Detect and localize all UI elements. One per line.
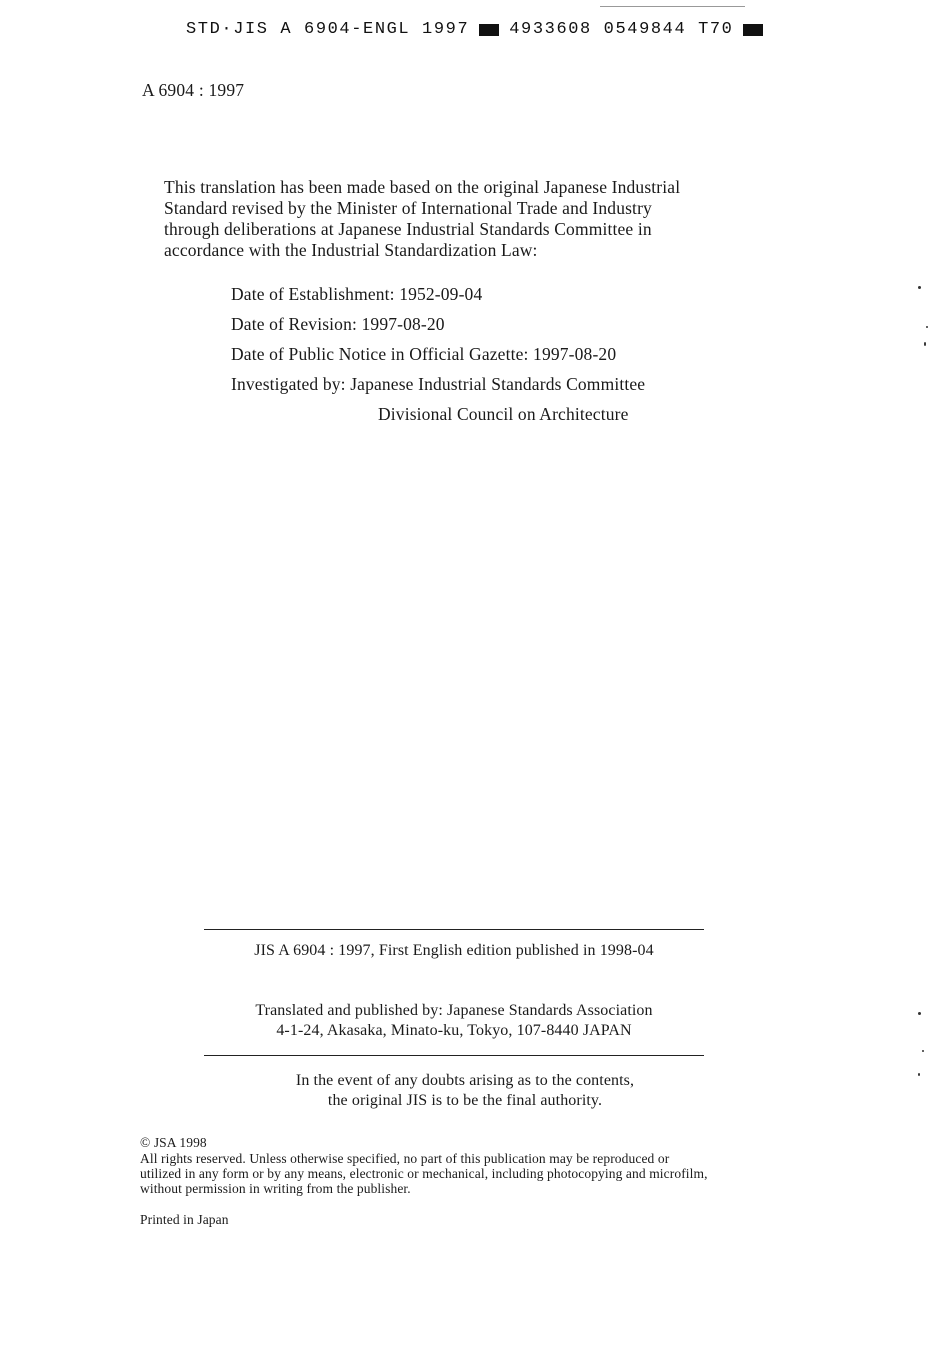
rights-line: utilized in any form or by any means, electronic or mechanical, including photocopying and microfilm, — [140, 1166, 708, 1181]
rights-line: without permission in writing from the publisher. — [140, 1181, 411, 1196]
divider-top — [204, 929, 704, 930]
translated-by: Translated and published by: Japanese Standards Association — [255, 1002, 653, 1019]
divisional-council: Divisional Council on Architecture — [378, 404, 629, 424]
stamp-block-icon — [743, 24, 763, 36]
intro-line: accordance with the Industrial Standardization Law: — [164, 240, 538, 260]
header-stamp-mid: 4933608 0549844 T70 — [509, 20, 734, 39]
copyright-notice: © JSA 1998 — [140, 1135, 207, 1150]
publisher-address: 4-1-24, Akasaka, Minato-ku, Tokyo, 107-8440 JAPAN — [276, 1022, 632, 1039]
divider-bottom — [204, 1055, 704, 1056]
scan-top-rule — [600, 6, 745, 7]
date-of-public-notice: Date of Public Notice in Official Gazette: 1997-08-20 — [231, 344, 617, 364]
intro-line: This translation has been made based on the original Japanese Industrial — [164, 177, 681, 197]
printed-in: Printed in Japan — [140, 1212, 229, 1227]
stamp-block-icon — [479, 24, 499, 36]
scan-speck — [918, 1073, 920, 1076]
scan-speck — [918, 1012, 921, 1015]
authority-note-line-1: In the event of any doubts arising as to the contents, — [295, 1072, 635, 1089]
date-of-establishment: Date of Establishment: 1952-09-04 — [231, 284, 483, 304]
investigated-by: Investigated by: Japanese Industrial Standards Committee — [231, 374, 646, 394]
header-stamp-left: STD·JIS A 6904-ENGL 1997 — [186, 20, 470, 39]
intro-line: Standard revised by the Minister of International Trade and Industry — [164, 198, 652, 218]
scan-speck — [918, 286, 921, 289]
intro-paragraph — [164, 177, 784, 261]
rights-line: All rights reserved. Unless otherwise specified, no part of this publication may be reproduced or — [140, 1151, 670, 1166]
scan-speck — [926, 326, 928, 328]
scan-speck — [924, 342, 926, 346]
date-of-revision: Date of Revision: 1997-08-20 — [231, 314, 445, 334]
document-number: A 6904 : 1997 — [142, 80, 245, 100]
scan-speck — [922, 1050, 924, 1052]
intro-line: through deliberations at Japanese Industrial Standards Committee in — [164, 219, 652, 239]
edition-line: JIS A 6904 : 1997, First English edition published in 1998-04 — [254, 942, 654, 959]
authority-note-line-2: the original JIS is to be the final authority. — [327, 1092, 603, 1109]
header-stamp — [186, 20, 763, 39]
